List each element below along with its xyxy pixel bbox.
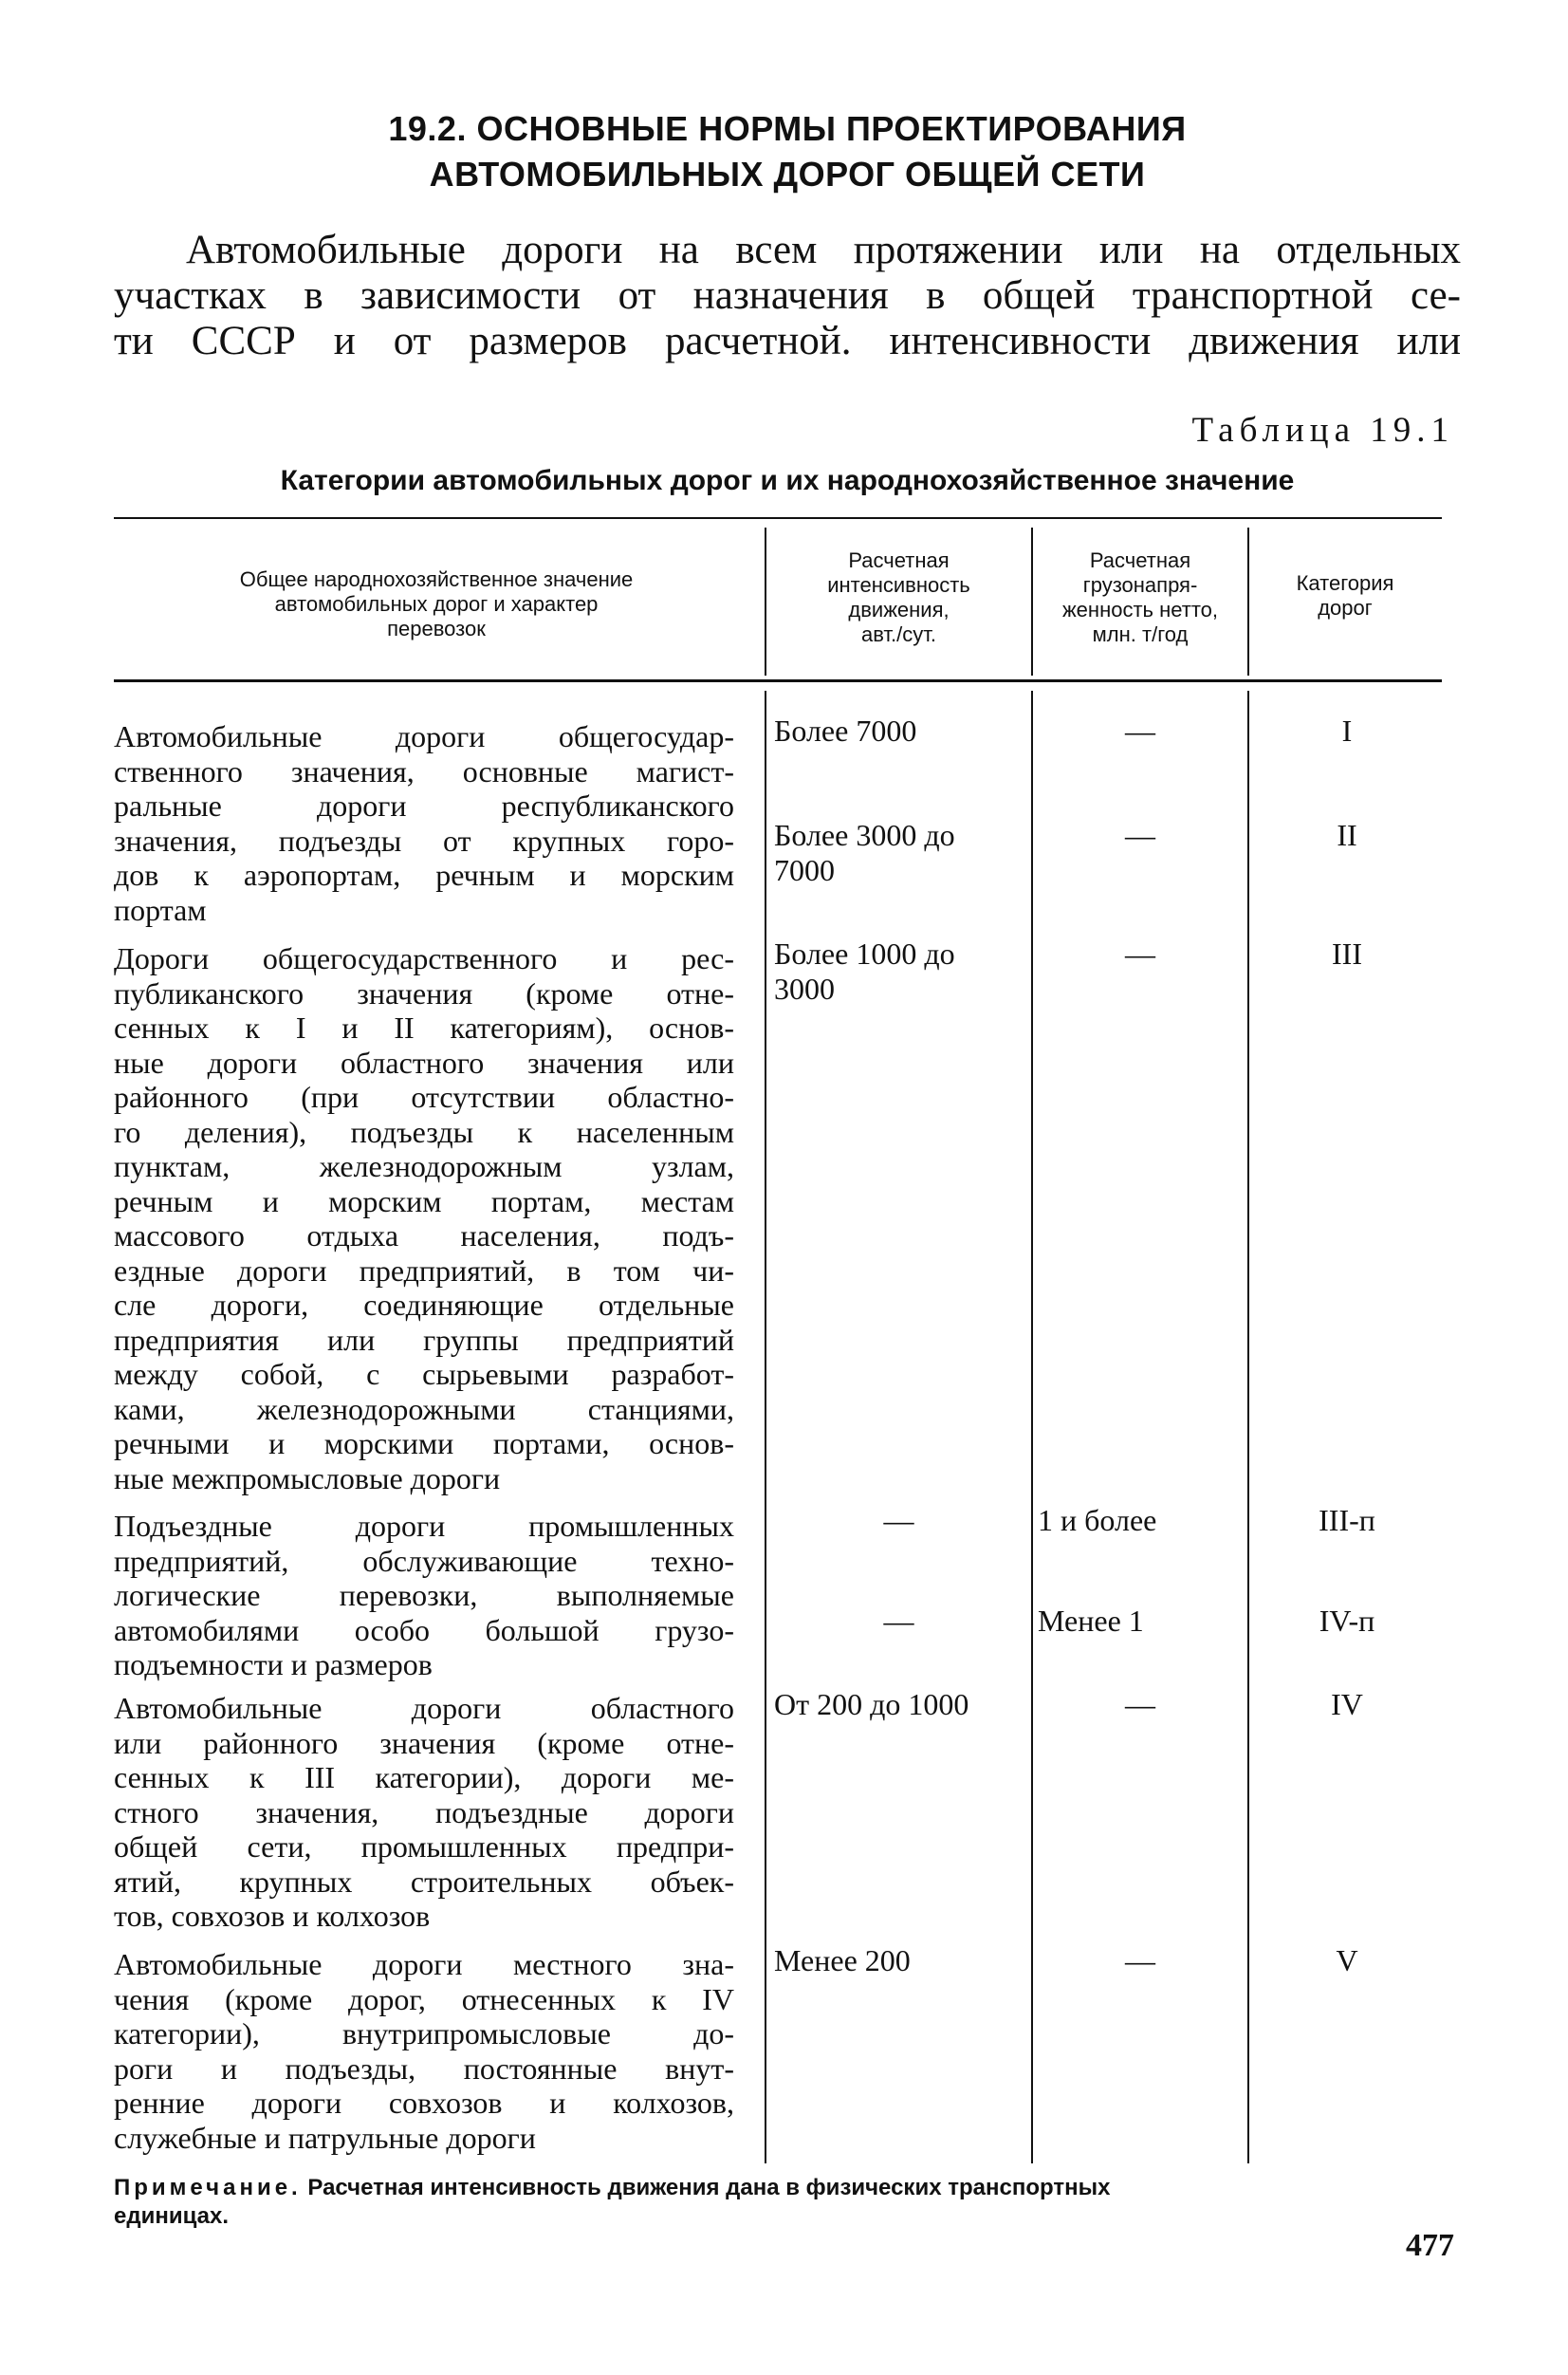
- header-line: автомобильных дорог и характер: [274, 592, 599, 616]
- description-line: предприятия или группы предприятий: [114, 1322, 734, 1357]
- description-line: портам: [114, 892, 207, 927]
- table-note: [114, 2174, 1461, 2231]
- table-number: Таблица 19.1: [1191, 411, 1454, 450]
- description-line: подъемности и размеров: [114, 1647, 433, 1681]
- description-line: сенных к III категории), дороги ме-: [114, 1760, 734, 1794]
- description-line: речным и морским портам, местам: [114, 1183, 734, 1218]
- road-description: [114, 1691, 734, 1934]
- description-line: предприятий, обслуживающие техно-: [114, 1543, 734, 1578]
- description-line: ральные дороги республиканского: [114, 789, 734, 823]
- intensity-value: —: [883, 1604, 914, 1638]
- description-line: ные межпромысловые дороги: [114, 1460, 501, 1495]
- table-top-rule: [114, 517, 1442, 519]
- description-line: ездные дороги предприятий, в том чи-: [114, 1252, 734, 1288]
- intensity-value: Более 3000 до: [774, 818, 955, 852]
- intensity-cell: [774, 714, 1028, 749]
- cargo-cell: —: [1125, 1943, 1155, 1977]
- cargo-cell: —: [1125, 1687, 1155, 1721]
- description-line: Автомобильные дороги областного: [114, 1691, 734, 1725]
- section-heading-line: 19.2. ОСНОВНЫЕ НОРМЫ ПРОЕКТИРОВАНИЯ: [388, 109, 1187, 148]
- note-text: Расчетная интенсивность движения дана в физических транспортных: [307, 2175, 1111, 2200]
- column-divider: [1031, 528, 1033, 676]
- table-title: Категории автомобильных дорог и их народнохозяйственное значение: [280, 465, 1295, 496]
- description-line: автомобилями особо большой грузо-: [114, 1612, 734, 1647]
- description-line: сле дороги, соединяющие отдельные: [114, 1288, 734, 1322]
- header-line: интенсивность: [827, 573, 970, 597]
- description-line: роги и подъезды, постоянные внут-: [114, 2050, 734, 2086]
- category-cell: II: [1337, 818, 1357, 852]
- category-cell: I: [1341, 714, 1353, 748]
- description-line: логические перевозки, выполняемые: [114, 1578, 734, 1612]
- cargo-cell: —: [1125, 714, 1155, 748]
- column-divider: [1247, 528, 1249, 676]
- description-line: стного значения, подъездные дороги: [114, 1794, 734, 1829]
- intensity-value: —: [883, 1503, 914, 1537]
- description-line: общей сети, промышленных предпри-: [114, 1829, 734, 1864]
- header-intensity: [768, 548, 1029, 647]
- column-divider: [1031, 691, 1033, 2163]
- section-heading-line: АВТОМОБИЛЬНЫХ ДОРОГ ОБЩЕЙ СЕТИ: [429, 155, 1146, 194]
- description-line: ренние дороги совхозов и колхозов,: [114, 2086, 734, 2120]
- road-description: [114, 719, 734, 927]
- intensity-value: Более 7000: [774, 714, 917, 748]
- description-line: Автомобильные дороги местного зна-: [114, 1947, 734, 1981]
- header-line: грузонапря-: [1082, 573, 1198, 597]
- note-text-continued: единицах.: [114, 2203, 229, 2229]
- description-line: служебные и патрульные дороги: [114, 2120, 536, 2155]
- header-line: авт./сут.: [860, 622, 937, 646]
- intensity-cell: [768, 1503, 1029, 1538]
- cargo-cell: —: [1125, 937, 1155, 971]
- description-line: сенных к I и II категориям), основ-: [114, 1011, 734, 1045]
- header-line: женность нетто,: [1061, 598, 1219, 622]
- intensity-cell: [774, 937, 1028, 1006]
- description-line: ками, железнодорожными станциями,: [114, 1391, 734, 1426]
- description-line: ные дороги областного значения или: [114, 1045, 734, 1080]
- description-line: Дороги общегосударственного и рес-: [114, 941, 734, 975]
- header-line: дорог: [1318, 596, 1373, 620]
- cargo-cell: 1 и более: [1038, 1503, 1157, 1537]
- intro-paragraph: [114, 228, 1461, 364]
- column-divider: [765, 691, 766, 2163]
- header-line: млн. т/год: [1092, 622, 1189, 646]
- header-cargo-intensity: [1034, 548, 1246, 647]
- description-line: чения (кроме дорог, отнесенных к IV: [114, 1981, 734, 2016]
- intensity-value: Более 1000 до: [774, 937, 955, 971]
- category-cell: V: [1336, 1943, 1358, 1977]
- category-cell: III-п: [1319, 1503, 1375, 1537]
- header-line: перевозок: [387, 617, 486, 640]
- description-line: публиканского значения (кроме отне-: [114, 975, 734, 1011]
- road-description: [114, 1947, 734, 2155]
- road-description: [114, 941, 734, 1495]
- description-line: речными и морскими портами, основ-: [114, 1426, 734, 1460]
- description-line: дов к аэропортам, речным и морским: [114, 858, 734, 892]
- description-line: Подъездные дороги промышленных: [114, 1509, 734, 1543]
- description-line: го деления), подъезды к населенным: [114, 1114, 734, 1149]
- road-description: [114, 1509, 734, 1682]
- cargo-cell: Менее 1: [1038, 1604, 1144, 1638]
- intensity-value: 7000: [774, 852, 835, 887]
- intensity-value: Менее 200: [774, 1943, 911, 1977]
- table-header-rule: [114, 679, 1442, 682]
- intensity-cell: [774, 818, 1028, 887]
- intro-line: ти СССР и от размеров расчетной. интенсивности движения или: [114, 319, 1461, 363]
- note-label: Примечание.: [114, 2175, 302, 2200]
- intro-line: участках в зависимости от назначения в общей транспортной се-: [114, 273, 1461, 318]
- intensity-cell: [774, 1687, 1028, 1722]
- column-divider: [1247, 691, 1249, 2163]
- intensity-cell: [768, 1604, 1029, 1639]
- description-line: значения, подъезды от крупных горо-: [114, 823, 734, 858]
- intro-line: Автомобильные дороги на всем протяжении или на отдельных: [186, 228, 1461, 272]
- column-divider: [765, 528, 766, 676]
- description-line: или районного значения (кроме отне-: [114, 1725, 734, 1760]
- description-line: между собой, с сырьевыми разработ-: [114, 1357, 734, 1391]
- description-line: ятий, крупных строительных объек-: [114, 1864, 734, 1899]
- description-line: массового отдыха населения, подъ-: [114, 1218, 734, 1252]
- category-cell: IV-п: [1319, 1604, 1375, 1638]
- description-line: категории), внутрипромысловые до-: [114, 2016, 734, 2050]
- intensity-cell: [774, 1943, 1028, 1978]
- category-cell: IV: [1331, 1687, 1363, 1721]
- description-line: Автомобильные дороги общегосудар-: [114, 719, 734, 753]
- header-line: движения,: [848, 598, 950, 622]
- section-heading: [114, 106, 1461, 197]
- description-line: пунктам, железнодорожным узлам,: [114, 1149, 734, 1183]
- header-category: [1250, 571, 1440, 621]
- header-significance: [142, 567, 730, 641]
- category-cell: III: [1332, 937, 1362, 971]
- header-line: Общее народнохозяйственное значение: [239, 567, 634, 591]
- header-line: Категория: [1296, 571, 1394, 595]
- description-line: ственного значения, основные магист-: [114, 753, 734, 789]
- description-line: тов, совхозов и колхозов: [114, 1899, 431, 1933]
- cargo-cell: —: [1125, 818, 1155, 852]
- page-number: 477: [1406, 2228, 1454, 2263]
- intensity-value: От 200 до 1000: [774, 1687, 969, 1721]
- header-line: Расчетная: [848, 548, 950, 572]
- header-line: Расчетная: [1089, 548, 1191, 572]
- description-line: районного (при отсутствии областно-: [114, 1080, 734, 1114]
- intensity-value: 3000: [774, 971, 835, 1006]
